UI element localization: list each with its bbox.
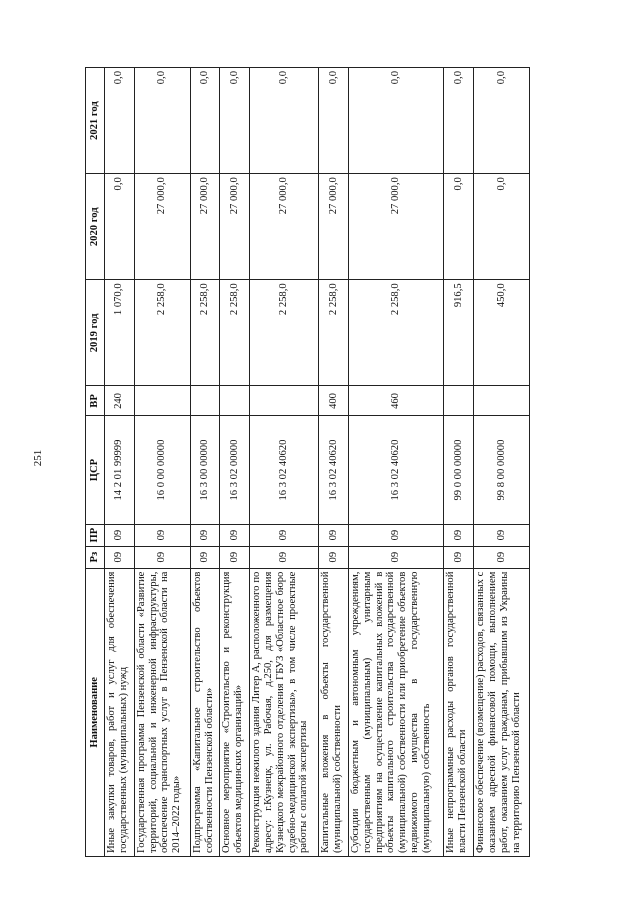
row-name: Финансовое обеспечение (возмещение) расходов, связанных с оказанием адресной финансовой помощи, выполнением работ, оказанием услуг гражданам, прибывшим из Украины на территорию Пензенской области — [473, 568, 529, 856]
row-pr: 09 — [444, 524, 474, 546]
row-2020: 0,0 — [473, 174, 529, 280]
row-2019: 2 258,0 — [249, 280, 318, 386]
row-vr: 400 — [319, 386, 349, 416]
table-row — [473, 68, 529, 857]
row-name: Подпрограмма «Капитальное строительство объектов собственности Пензенской области» — [190, 568, 220, 856]
row-csr: 99 8 00 00000 — [473, 416, 529, 524]
table-row — [319, 68, 349, 857]
row-2019: 2 258,0 — [220, 280, 250, 386]
row-csr: 99 0 00 00000 — [444, 416, 474, 524]
row-name: Капитальные вложения в объекты государственной (муниципальной) собственности — [319, 568, 349, 856]
row-vr — [190, 386, 220, 416]
row-pr: 09 — [473, 524, 529, 546]
table-row — [134, 68, 190, 857]
table-row — [220, 68, 250, 857]
row-vr — [249, 386, 318, 416]
row-rz: 09 — [319, 546, 349, 568]
row-rz: 09 — [348, 546, 444, 568]
header-2020: 2020 год — [86, 174, 105, 280]
budget-table-container — [85, 67, 530, 857]
row-2019: 2 258,0 — [319, 280, 349, 386]
row-2020: 0,0 — [444, 174, 474, 280]
row-name: Реконструкция нежилого здания Литер А, расположенного по адресу: г.Кузнецк, ул. Рабочая, д.250, для размещения Кузнецкого межрайонного отделения ГБУЗ «Областное бюро судебно-медицинской экспертизы», в том числе проектные работы с оплатой экспертизы — [249, 568, 318, 856]
row-2019: 450,0 — [473, 280, 529, 386]
row-2021: 0,0 — [105, 68, 135, 174]
row-2021: 0,0 — [444, 68, 474, 174]
header-rz: Рз — [86, 546, 105, 568]
row-name: Основное мероприятие «Строительство и реконструкция объектов медицинских организаций» — [220, 568, 250, 856]
row-2020: 27 000,0 — [220, 174, 250, 280]
page-number: 251 — [32, 449, 44, 467]
row-csr: 16 3 02 00000 — [220, 416, 250, 524]
header-csr: ЦСР — [86, 416, 105, 524]
row-vr: 460 — [348, 386, 444, 416]
row-2021: 0,0 — [473, 68, 529, 174]
row-csr: 14 2 01 99999 — [105, 416, 135, 524]
row-rz: 09 — [105, 546, 135, 568]
row-2021: 0,0 — [348, 68, 444, 174]
row-vr — [444, 386, 474, 416]
row-2021: 0,0 — [190, 68, 220, 174]
row-2020: 27 000,0 — [249, 174, 318, 280]
row-2021: 0,0 — [220, 68, 250, 174]
row-2020: 27 000,0 — [319, 174, 349, 280]
row-rz: 09 — [190, 546, 220, 568]
table-header-row — [86, 68, 105, 857]
row-2019: 916,5 — [444, 280, 474, 386]
row-2019: 2 258,0 — [348, 280, 444, 386]
row-rz: 09 — [249, 546, 318, 568]
row-csr: 16 3 00 00000 — [190, 416, 220, 524]
row-2020: 27 000,0 — [190, 174, 220, 280]
table-row — [105, 68, 135, 857]
row-name: Иные закупки товаров, работ и услуг для обеспечения государственных (муниципальных) нужд — [105, 568, 135, 856]
row-pr: 09 — [348, 524, 444, 546]
row-2020: 27 000,0 — [348, 174, 444, 280]
header-vr: ВР — [86, 386, 105, 416]
row-rz: 09 — [473, 546, 529, 568]
row-pr: 09 — [105, 524, 135, 546]
header-name: Наименование — [86, 568, 105, 856]
row-rz: 09 — [134, 546, 190, 568]
table-row — [190, 68, 220, 857]
row-2021: 0,0 — [319, 68, 349, 174]
table-row — [348, 68, 444, 857]
row-name: Иные непрограммные расходы органов государственной власти Пензенской области — [444, 568, 474, 856]
row-2020: 27 000,0 — [134, 174, 190, 280]
row-vr: 240 — [105, 386, 135, 416]
budget-table — [85, 67, 530, 857]
row-2019: 2 258,0 — [190, 280, 220, 386]
row-vr — [134, 386, 190, 416]
header-2021: 2021 год — [86, 68, 105, 174]
row-2021: 0,0 — [249, 68, 318, 174]
row-pr: 09 — [319, 524, 349, 546]
row-csr: 16 3 02 40620 — [319, 416, 349, 524]
row-csr: 16 3 02 40620 — [249, 416, 318, 524]
row-2020: 0,0 — [105, 174, 135, 280]
row-2019: 1 070,0 — [105, 280, 135, 386]
row-rz: 09 — [444, 546, 474, 568]
row-vr — [220, 386, 250, 416]
row-vr — [473, 386, 529, 416]
row-2019: 2 258,0 — [134, 280, 190, 386]
row-pr: 09 — [220, 524, 250, 546]
row-csr: 16 3 02 40620 — [348, 416, 444, 524]
row-pr: 09 — [249, 524, 318, 546]
row-2021: 0,0 — [134, 68, 190, 174]
row-rz: 09 — [220, 546, 250, 568]
header-pr: ПР — [86, 524, 105, 546]
table-row — [444, 68, 474, 857]
row-name: Субсидии бюджетным и автономным учреждениям, государственным (муниципальным) унитарным предприятиям на осуществление капитальных вложений в объекты капитального строительства государственной (муниципальной) собственности или приобретение объектов недвижимого имущества в государственную (муниципальную) собственность — [348, 568, 444, 856]
header-2019: 2019 год — [86, 280, 105, 386]
table-row — [249, 68, 318, 857]
row-pr: 09 — [134, 524, 190, 546]
row-name: Государственная программа Пензенской области «Развитие территорий, социальной и инженерной инфраструктуры, обеспечение транспортных услуг в Пензенской области на 2014–2022 годы» — [134, 568, 190, 856]
row-csr: 16 0 00 00000 — [134, 416, 190, 524]
row-pr: 09 — [190, 524, 220, 546]
